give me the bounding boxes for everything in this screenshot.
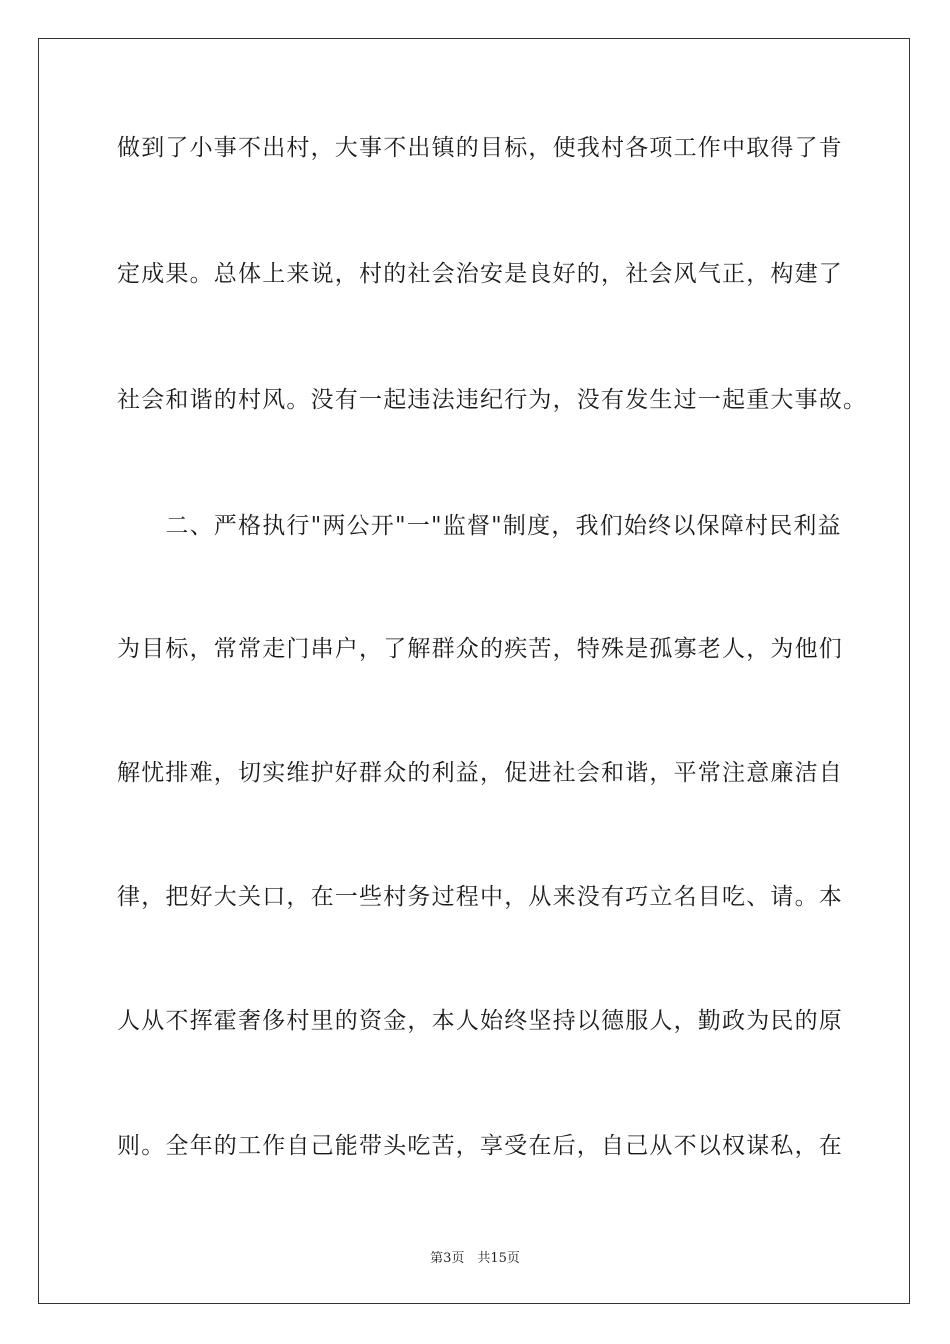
text-line: 做到了小事不出村，大事不出镇的目标，使我村各项工作中取得了肯	[117, 135, 843, 161]
text-line: 为目标，常常走门串户，了解群众的疾苦，特殊是孤寡老人，为他们	[117, 636, 843, 662]
page-border	[38, 38, 910, 1304]
text-line: 则。全年的工作自己能带头吃苦，享受在后，自己从不以权谋私，在	[117, 1133, 843, 1159]
text-line: 人从不挥霍奢侈村里的资金，本人始终坚持以德服人，勤政为民的原	[117, 1008, 843, 1034]
page-footer: 第3页 共15页	[430, 1251, 520, 1266]
text-line: 定成果。总体上来说，村的社会治安是良好的，社会风气正，构建了	[117, 261, 843, 287]
text-line: 二、严格执行"两公开"一"监督"制度，我们始终以保障村民利益	[117, 513, 842, 539]
text-line: 解忧排难，切实维护好群众的利益，促进社会和谐，平常注意廉洁自	[117, 760, 843, 786]
text-line: 社会和谐的村风。没有一起违法违纪行为，没有发生过一起重大事故。	[117, 387, 868, 413]
text-line: 律，把好大关口，在一些村务过程中，从来没有巧立名目吃、请。本	[117, 884, 843, 910]
